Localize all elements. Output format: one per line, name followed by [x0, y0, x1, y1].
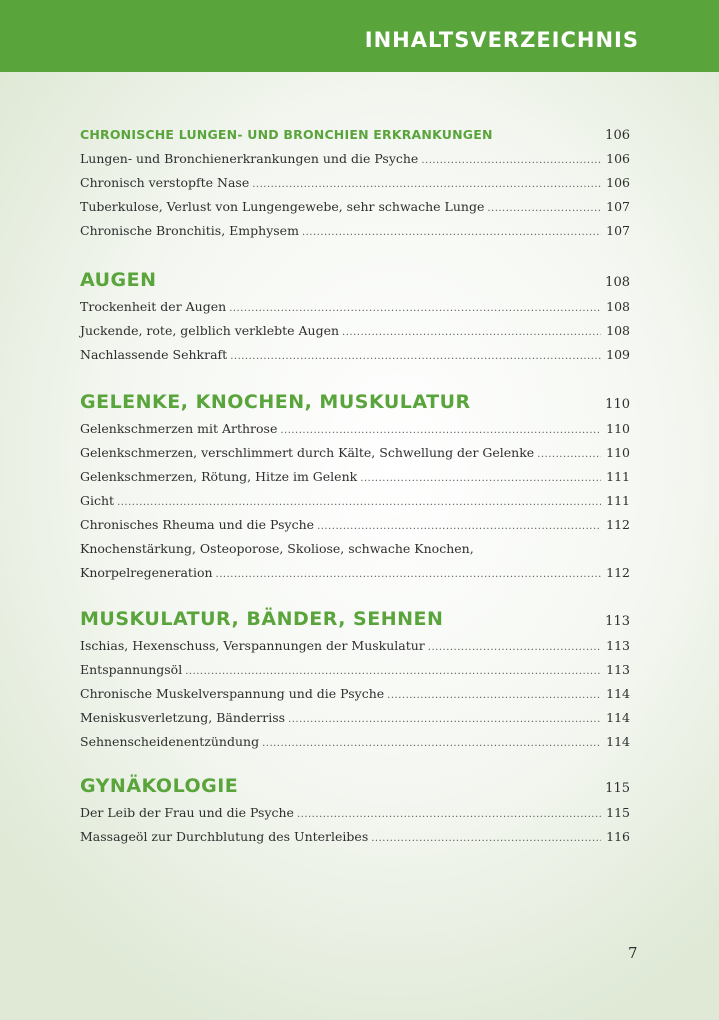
entry-page: 111	[606, 493, 630, 508]
leader-dots	[387, 684, 601, 708]
leader-dots	[302, 221, 601, 245]
entry-page: 115	[606, 805, 630, 820]
entry-label: Gelenkschmerzen mit Arthrose	[80, 421, 278, 436]
toc-entry[interactable]	[80, 441, 630, 465]
entry-page: 106	[606, 151, 630, 166]
leader-dots	[288, 708, 601, 732]
leader-dots	[252, 173, 601, 197]
entry-label: Ischias, Hexenschuss, Verspannungen der Muskulatur	[80, 638, 425, 653]
entry-page: 110	[606, 421, 630, 436]
leader-dots	[216, 563, 601, 587]
toc-entry[interactable]	[80, 513, 630, 537]
entry-label: Massageöl zur Durchblutung des Unterleibes	[80, 829, 369, 844]
toc-entry[interactable]	[80, 295, 630, 319]
entry-page: 106	[606, 175, 630, 190]
section-title: AUGEN	[80, 269, 157, 291]
entry-page: 114	[606, 686, 630, 701]
leader-dots	[537, 443, 601, 467]
toc-entry[interactable]	[80, 801, 630, 825]
entry-label: Nachlassende Sehkraft	[80, 347, 228, 362]
entry-label: Chronisches Rheuma und die Psyche	[80, 517, 315, 532]
leader-dots	[371, 827, 601, 851]
toc-entry[interactable]	[80, 825, 630, 849]
section-heading[interactable]	[80, 123, 630, 147]
toc-entry[interactable]	[80, 319, 630, 343]
section-title: MUSKULATUR, BÄNDER, SEHNEN	[80, 608, 444, 630]
toc-entry[interactable]	[80, 219, 630, 243]
entry-page: 112	[606, 565, 630, 580]
toc-section-gelenke	[80, 387, 630, 585]
entry-page: 114	[606, 734, 630, 749]
toc-entry[interactable]	[80, 706, 630, 730]
entry-label: Knochenstärkung, Osteoporose, Skoliose, schwache Knochen,	[80, 541, 474, 556]
entry-page: 111	[606, 469, 630, 484]
section-page: 113	[605, 614, 630, 629]
leader-dots	[117, 491, 601, 515]
section-page: 110	[605, 397, 630, 412]
toc-entry-continued[interactable]	[80, 537, 630, 561]
toc-entry[interactable]	[80, 658, 630, 682]
section-heading[interactable]	[80, 604, 630, 634]
entry-label: Der Leib der Frau und die Psyche	[80, 805, 294, 820]
entry-label: Tuberkulose, Verlust von Lungengewebe, sehr schwache Lunge	[80, 199, 485, 214]
entry-label: Entspannungsöl	[80, 662, 183, 677]
entry-page: 113	[606, 638, 630, 653]
entry-label: Trockenheit der Augen	[80, 299, 227, 314]
leader-dots	[421, 149, 601, 173]
entry-page: 108	[606, 299, 630, 314]
toc-entry[interactable]	[80, 465, 630, 489]
toc-section-lungen	[80, 123, 630, 243]
entry-page: 116	[606, 829, 630, 844]
entry-page: 109	[606, 347, 630, 362]
section-page: 108	[605, 275, 630, 290]
section-title: GYNÄKOLOGIE	[80, 775, 239, 797]
leader-dots	[297, 803, 601, 827]
entry-label: Knorpelregeneration	[80, 565, 213, 580]
leader-dots	[342, 321, 601, 345]
leader-dots	[280, 419, 601, 443]
leader-dots	[428, 636, 601, 660]
entry-label: Chronisch verstopfte Nase	[80, 175, 250, 190]
toc-entry[interactable]	[80, 682, 630, 706]
section-title: GELENKE, KNOCHEN, MUSKULATUR	[80, 391, 471, 413]
section-title: CHRONISCHE LUNGEN- UND BRONCHIEN ERKRANKUNGEN	[80, 127, 493, 142]
leader-dots	[229, 297, 601, 321]
page-title: INHALTSVERZEICHNIS	[364, 28, 639, 52]
leader-dots	[230, 345, 601, 369]
toc-entry[interactable]	[80, 343, 630, 367]
section-page: 115	[605, 781, 630, 796]
entry-label: Sehnenscheidenentzündung	[80, 734, 260, 749]
entry-label: Lungen- und Bronchienerkrankungen und die Psyche	[80, 151, 419, 166]
entry-page: 113	[606, 662, 630, 677]
toc-section-gynaekologie	[80, 771, 630, 849]
toc-entry[interactable]	[80, 489, 630, 513]
section-heading[interactable]	[80, 265, 630, 295]
entry-label: Gelenkschmerzen, Rötung, Hitze im Gelenk	[80, 469, 358, 484]
entry-label: Gelenkschmerzen, verschlimmert durch Kälte, Schwellung der Gelenke	[80, 445, 535, 460]
section-page: 106	[605, 128, 630, 143]
entry-label: Gicht	[80, 493, 115, 508]
entry-label: Meniskusverletzung, Bänderriss	[80, 710, 286, 725]
entry-page: 112	[606, 517, 630, 532]
leader-dots	[262, 732, 601, 756]
toc-entry[interactable]	[80, 171, 630, 195]
toc-entry[interactable]	[80, 730, 630, 754]
entry-page: 107	[606, 223, 630, 238]
page-number: 7	[628, 944, 638, 962]
toc-section-muskulatur	[80, 604, 630, 754]
toc-section-augen	[80, 265, 630, 367]
entry-page: 108	[606, 323, 630, 338]
leader-dots	[360, 467, 601, 491]
toc-entry[interactable]	[80, 561, 630, 585]
entry-label: Chronische Bronchitis, Emphysem	[80, 223, 299, 238]
toc-entry[interactable]	[80, 195, 630, 219]
header-bar	[0, 0, 719, 72]
leader-dots	[487, 197, 601, 221]
toc-entry[interactable]	[80, 634, 630, 658]
leader-dots	[185, 660, 601, 684]
section-heading[interactable]	[80, 387, 630, 417]
toc-entry[interactable]	[80, 147, 630, 171]
leader-dots	[317, 515, 601, 539]
entry-page: 110	[606, 445, 630, 460]
entry-page: 114	[606, 710, 630, 725]
toc-entry[interactable]	[80, 417, 630, 441]
entry-label: Chronische Muskelverspannung und die Psyche	[80, 686, 385, 701]
section-heading[interactable]	[80, 771, 630, 801]
entry-label: Juckende, rote, gelblich verklebte Augen	[80, 323, 340, 338]
entry-page: 107	[606, 199, 630, 214]
